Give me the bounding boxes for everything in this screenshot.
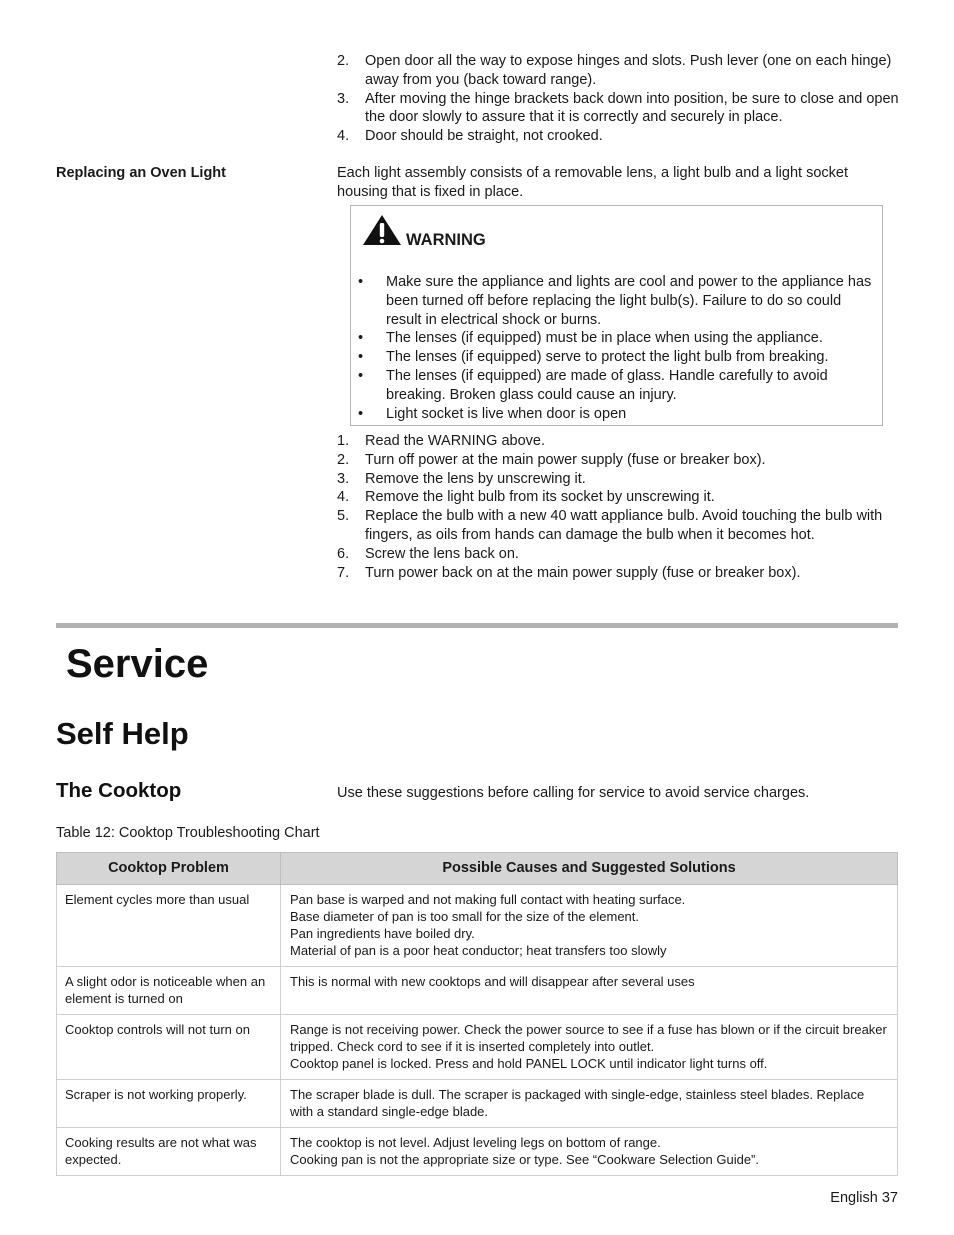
list-item	[337, 470, 899, 489]
step-number: 2.	[337, 451, 350, 468]
step-text: Read the WARNING above.	[365, 433, 545, 449]
step-number: 3.	[337, 90, 350, 107]
warning-title: WARNING	[406, 231, 486, 249]
warning-triangle-icon	[362, 214, 402, 246]
step-number: 2.	[337, 53, 350, 69]
solution-line: Pan base is warped and not making full contact with heating surface.	[290, 892, 686, 907]
list-item	[337, 564, 899, 583]
oven-light-intro: Each light assembly consists of a removable lens, a light bulb and a light socket housing that is fixed in place.	[337, 165, 848, 200]
table-header-row	[57, 853, 898, 885]
solution-line: Range is not receiving power. Check the power source to see if a fuse has blown or if the circuit breaker tripped. Check cord to see if it is inserted completely into outlet.	[290, 1022, 887, 1054]
step-text: Turn off power at the main power supply (fuse or breaker box).	[365, 451, 766, 468]
step-text: Turn power back on at the main power supply (fuse or breaker box).	[365, 564, 801, 581]
list-item	[337, 545, 899, 564]
solution-line: The scraper blade is dull. The scraper is packaged with single-edge, stainless steel blades. Replace with a standard single-edge blade.	[290, 1087, 865, 1119]
warning-item-text: Make sure the appliance and lights are cool and power to the appliance has been turned off before replacing the light bulb(s). Failure to do so could result in electrical shock or burns.	[386, 274, 872, 328]
oven-light-heading: Replacing an Oven Light	[56, 165, 226, 181]
warning-item-text: The lenses (if equipped) must be in place when using the appliance.	[386, 330, 823, 347]
warning-item-text: Light socket is live when door is open	[386, 405, 627, 422]
solution-line: Material of pan is a poor heat conductor; heat transfers too slowly	[290, 943, 667, 958]
step-number: 3.	[337, 470, 350, 487]
chapter-title: Service	[66, 642, 209, 686]
step-text: After moving the hinge brackets back down into position, be sure to close and open the door slowly to assure that it is correctly and securely in place.	[365, 90, 899, 126]
list-item	[337, 127, 899, 146]
step-text: Remove the lens by unscrewing it.	[365, 470, 586, 487]
problem-cell: Cooking results are not what was expected.	[57, 1128, 281, 1176]
warning-box	[350, 205, 883, 426]
solution-cell	[281, 1080, 898, 1128]
step-text: Screw the lens back on.	[365, 545, 519, 562]
solution-line: Cooking pan is not the appropriate size or type. See “Cookware Selection Guide”.	[290, 1152, 759, 1167]
oven-light-steps-list	[337, 432, 899, 582]
list-item	[351, 273, 876, 329]
solution-line: This is normal with new cooktops and will disappear after several uses	[290, 974, 695, 989]
step-number: 6.	[337, 545, 350, 562]
column-header: Possible Causes and Suggested Solutions	[281, 853, 898, 885]
list-item	[337, 488, 899, 507]
solution-cell	[281, 1128, 898, 1176]
bullet: •	[358, 367, 364, 384]
table-row	[57, 967, 898, 1015]
problem-cell: Scraper is not working properly.	[57, 1080, 281, 1128]
bullet: •	[358, 405, 364, 422]
list-item	[337, 432, 899, 451]
subsection-title: The Cooktop	[56, 779, 182, 802]
step-text: Door should be straight, not crooked.	[365, 128, 603, 145]
step-text: Open door all the way to expose hinges and slots. Push lever (one on each hinge) away from you (back toward range).	[365, 53, 892, 88]
solution-line: The cooktop is not level. Adjust leveling legs on bottom of range.	[290, 1135, 661, 1150]
table-row	[57, 885, 898, 967]
list-item	[351, 367, 876, 405]
step-text: Replace the bulb with a new 40 watt appliance bulb. Avoid touching the bulb with fingers, as oils from hands can damage the bulb when it becomes hot.	[365, 508, 883, 543]
warning-list	[351, 273, 876, 423]
table-row	[57, 1015, 898, 1080]
section-title: Self Help	[56, 716, 189, 751]
warning-item-text: The lenses (if equipped) are made of glass. Handle carefully to avoid breaking. Broken glass could cause an injury.	[386, 367, 828, 403]
list-item	[351, 329, 876, 348]
table-row	[57, 1128, 898, 1176]
list-item	[337, 507, 899, 545]
step-number: 4.	[337, 128, 350, 145]
page-footer: English 37	[830, 1190, 898, 1206]
solution-line: Base diameter of pan is too small for the size of the element.	[290, 909, 640, 924]
list-item	[337, 451, 899, 470]
solution-cell	[281, 1015, 898, 1080]
step-number: 5.	[337, 508, 350, 525]
problem-cell: A slight odor is noticeable when an element is turned on	[57, 967, 281, 1015]
step-number: 7.	[337, 564, 350, 581]
solution-line: Pan ingredients have boiled dry.	[290, 926, 475, 941]
bullet: •	[358, 349, 364, 366]
cooktop-intro: Use these suggestions before calling for service to avoid service charges.	[337, 785, 810, 801]
bullet: •	[358, 330, 364, 347]
section-divider	[56, 623, 898, 628]
troubleshooting-table	[56, 852, 898, 1176]
list-item	[337, 90, 899, 128]
solution-line: Cooktop panel is locked. Press and hold PANEL LOCK until indicator light turns off.	[290, 1056, 768, 1071]
bullet: •	[358, 274, 364, 290]
step-number: 1.	[337, 433, 350, 449]
warning-item-text: The lenses (if equipped) serve to protect the light bulb from breaking.	[386, 349, 829, 366]
step-text: Remove the light bulb from its socket by unscrewing it.	[365, 489, 715, 506]
solution-cell	[281, 967, 898, 1015]
door-steps-list	[337, 52, 899, 146]
table-row	[57, 1080, 898, 1128]
problem-cell: Cooktop controls will not turn on	[57, 1015, 281, 1080]
list-item	[351, 348, 876, 367]
list-item	[337, 52, 899, 90]
table-caption: Table 12: Cooktop Troubleshooting Chart	[56, 825, 320, 841]
step-number: 4.	[337, 489, 350, 506]
column-header: Cooktop Problem	[57, 853, 281, 885]
solution-cell	[281, 885, 898, 967]
problem-cell: Element cycles more than usual	[57, 885, 281, 967]
list-item	[351, 405, 876, 424]
